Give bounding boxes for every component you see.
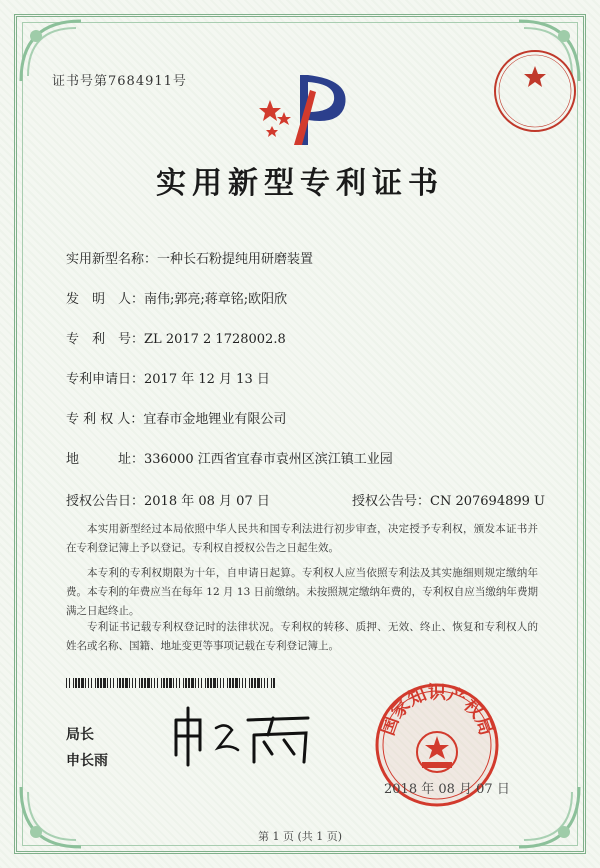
field-label: 专 利 权 人： xyxy=(66,412,144,427)
patent-number-row xyxy=(66,328,286,347)
inventor-row xyxy=(66,288,287,307)
field-label: 授权公告号： xyxy=(352,494,431,509)
utility-model-name-row xyxy=(66,248,313,267)
body-paragraph: 本实用新型经过本局依照中华人民共和国专利法进行初步审查，决定授予专利权，颁发本证书并在专利登记簿上予以登记。专利权自授权公告之日起生效。 xyxy=(66,523,538,554)
certificate-number: 证书号第7684911号 xyxy=(52,74,187,89)
patent-office-logo-icon xyxy=(250,60,360,150)
agency-seal-icon xyxy=(490,46,580,136)
director-label: 局长 xyxy=(66,727,94,743)
barcode xyxy=(66,678,276,688)
field-label: 地 址： xyxy=(66,452,145,467)
field-label: 专 利 号： xyxy=(66,332,145,347)
page-title: 实用新型专利证书 xyxy=(156,166,444,201)
field-label: 实用新型名称： xyxy=(66,252,158,267)
field-value: 宜春市金地锂业有限公司 xyxy=(143,412,287,427)
field-label: 专利申请日： xyxy=(66,372,145,387)
address-row xyxy=(66,448,393,467)
field-value: 2017 年 12 月 13 日 xyxy=(144,372,270,387)
field-value: 2018 年 08 月 07 日 xyxy=(144,494,270,509)
grant-number-row xyxy=(352,490,545,509)
field-value: 336000 江西省宜春市袁州区滨江镇工业园 xyxy=(144,452,393,467)
field-value: 一种长石粉提纯用研磨装置 xyxy=(157,252,314,267)
field-label: 发 明 人： xyxy=(66,292,145,307)
field-value: CN 207694899 U xyxy=(430,494,545,509)
director-name: 申长雨 xyxy=(66,753,108,769)
filing-date-row xyxy=(66,368,270,387)
handwritten-signature-icon xyxy=(168,700,318,770)
patentee-row xyxy=(66,408,286,427)
page-footer: 第 1 页 (共 1 页) xyxy=(257,830,343,843)
field-label: 授权公告日： xyxy=(66,494,145,509)
body-paragraph: 本专利的专利权期限为十年，自申请日起算。专利权人应当依照专利法及其实施细则规定缴纳年费。本专利的年费应当在每年 12 月 13 日前缴纳。未按照规定缴纳年费的，专利权自应当缴纳年费期满之日起终止。 xyxy=(66,567,538,617)
seal-date: 2018 年 08 月 07 日 xyxy=(384,782,510,797)
body-paragraph: 专利证书记载专利权登记时的法律状况。专利权的转移、质押、无效、终止、恢复和专利权人的姓名或名称、国籍、地址变更等事项记载在专利登记簿上。 xyxy=(66,621,538,652)
field-value: 南伟;郭亮;蒋章铭;欧阳欣 xyxy=(144,292,288,307)
field-value: ZL 2017 2 1728002.8 xyxy=(144,332,286,347)
grant-date-row xyxy=(66,490,270,509)
seal-text: 国家知识产权局 xyxy=(377,682,497,739)
